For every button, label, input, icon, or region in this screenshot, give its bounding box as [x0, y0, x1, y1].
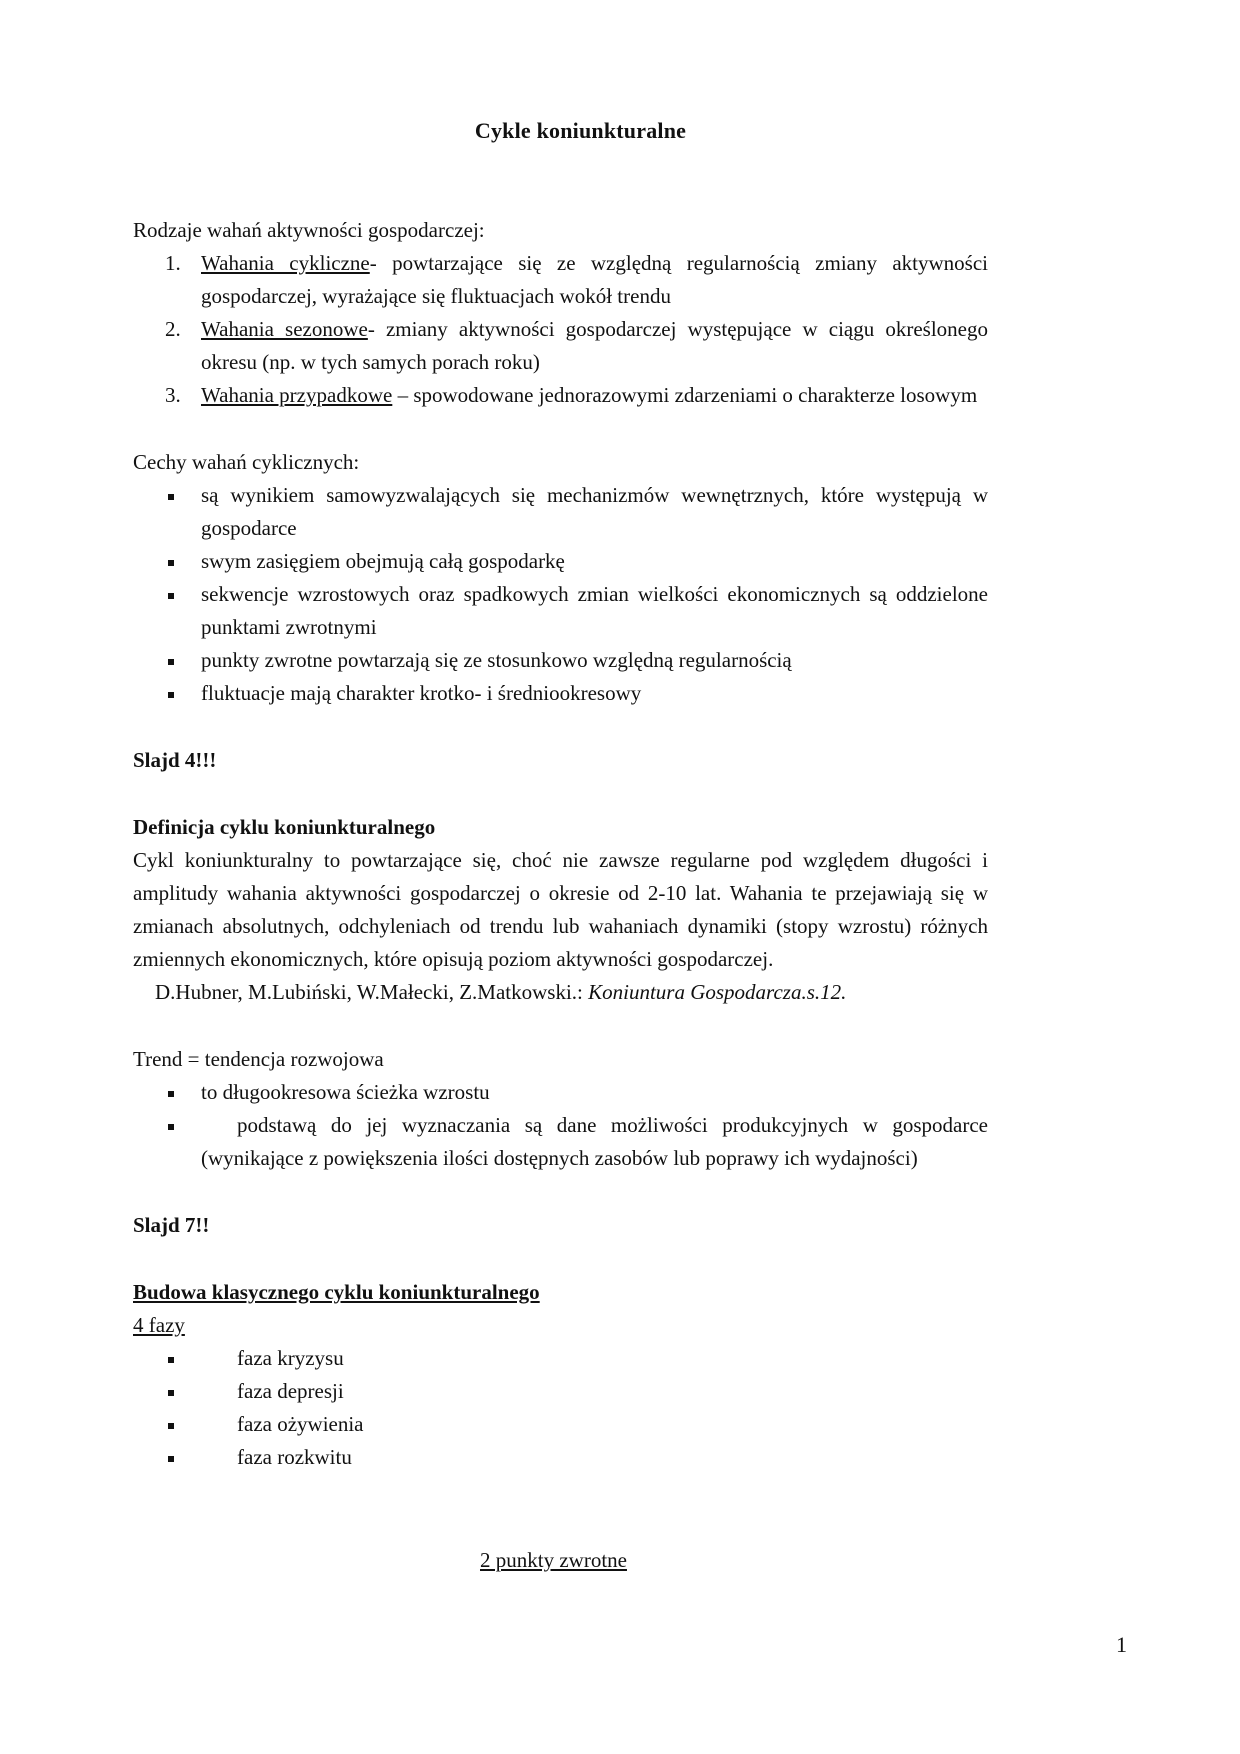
list-item: [133, 1342, 988, 1375]
page-title: Cykle koniunkturalne: [474, 118, 687, 143]
list-item-text: podstawą do jej wyznaczania są dane możliwości produkcyjnych w gospodarce (wynikające z powiększenia ilości dostępnych zasobów lub poprawy ich wydajności): [201, 1113, 988, 1170]
list-item: sekwencje wzrostowych oraz spadkowych zmian wielkości ekonomicznych są oddzielone punktami zwrotnymi: [133, 578, 988, 644]
list-item: [133, 1441, 988, 1474]
structure-heading: Budowa klasycznego cyklu koniunkturalnego: [133, 1280, 540, 1304]
list-item-term: Wahania przypadkowe: [201, 383, 393, 407]
list-item: [133, 379, 988, 412]
list-item: [133, 1408, 988, 1441]
list-item: to długookresowa ścieżka wzrostu: [133, 1076, 988, 1109]
turning-points-text: [133, 1544, 988, 1577]
list-item-term: Wahania sezonowe: [201, 317, 368, 341]
list-item: punkty zwrotne powtarzają się ze stosunkowo względną regularnością: [133, 644, 988, 677]
document-body: [133, 118, 988, 1577]
definition-paragraph: Cykl koniunkturalny to powtarzające się, choć nie zawsze regularne pod względem długości i amplitudy wahania aktywności gospodarczej o okresie od 2-10 lat. Wahania te przejawiają się w zmianach absolutnych, odchyleniach od trendu lub wahaniach dynamiki (stopy wzrostu) różnych zmiennych ekonomicznych, które opisują poziom aktywności gospodarczej.: [133, 848, 988, 971]
slide-marker-7: Slajd 7!!: [133, 1213, 210, 1237]
slide-marker-4: Slajd 4!!!: [133, 748, 217, 772]
types-intro-text: Rodzaje wahań aktywności gospodarczej:: [133, 218, 485, 242]
phases-list: [133, 1342, 988, 1474]
list-item: fluktuacje mają charakter krotko- i średniookresowy: [133, 677, 988, 710]
list-item-text: faza rozkwitu: [237, 1445, 352, 1469]
list-item-text: faza depresji: [237, 1379, 344, 1403]
list-item: są wynikiem samowyzwalających się mechanizmów wewnętrznych, które występują w gospodarce: [133, 479, 988, 545]
list-item-text: faza ożywienia: [237, 1412, 364, 1436]
list-item-text: - zmiany aktywności gospodarczej występujące w ciągu określonego okresu (np. w tych samych porach roku): [201, 317, 988, 374]
trend-intro-text: Trend = tendencja rozwojowa: [133, 1047, 384, 1071]
citation-line: [133, 976, 988, 1009]
list-item-term: Wahania cykliczne: [201, 251, 370, 275]
citation-work-title: Koniuntura Gospodarcza.s.12.: [588, 980, 847, 1004]
phases-label: [133, 1309, 988, 1342]
citation-authors: D.Hubner, M.Lubiński, W.Małecki, Z.Matkowski.:: [155, 980, 589, 1004]
page-number: 1: [1116, 1632, 1127, 1657]
definition-heading: Definicja cyklu koniunkturalnego: [133, 815, 436, 839]
features-list: [133, 479, 988, 710]
trend-list: [133, 1076, 988, 1175]
types-of-fluctuations-list: [133, 247, 988, 412]
list-item: [133, 313, 988, 379]
list-item-text: - powtarzające się ze względną regularnością zmiany aktywności gospodarczej, wyrażające się fluktuacjach wokół trendu: [201, 251, 988, 308]
phases-label-text: 4 fazy: [133, 1313, 185, 1337]
features-intro-text: Cechy wahań cyklicznych:: [133, 450, 360, 474]
list-item: swym zasięgiem obejmują całą gospodarkę: [133, 545, 988, 578]
list-item-text: faza kryzysu: [237, 1346, 344, 1370]
list-item: [133, 247, 988, 313]
list-item-text: – spowodowane jednorazowymi zdarzeniami o charakterze losowym: [392, 383, 978, 407]
turning-points-label: 2 punkty zwrotne: [480, 1548, 627, 1572]
list-item: [133, 1375, 988, 1408]
list-item: [133, 1109, 988, 1175]
